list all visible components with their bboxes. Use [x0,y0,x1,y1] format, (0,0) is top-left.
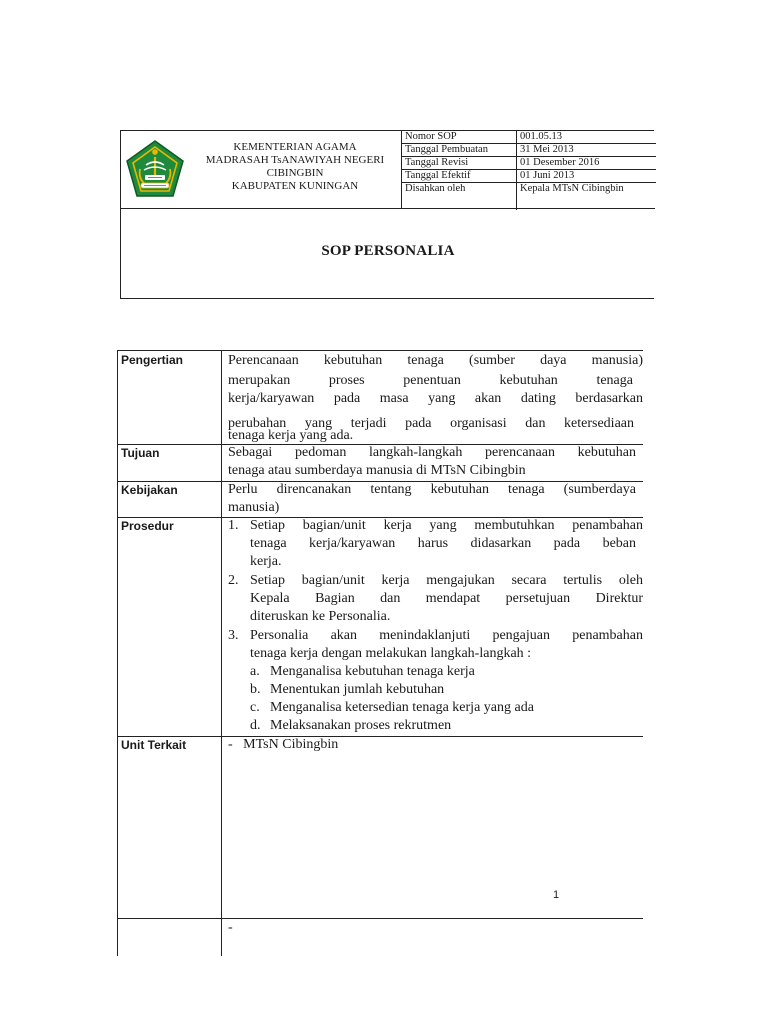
organization-name [189,141,401,193]
list-item-line: Personalia akan menindaklanjuti pengajuan penambahan [250,628,643,643]
table-border-top [117,350,643,351]
sub-list-item: Menentukan jumlah kebutuhan [270,682,445,697]
text-line: kerja/karyawan pada masa yang akan dating berdasarkan [228,391,643,406]
meta-label: Tanggal Revisi [405,157,469,168]
list-item-line: Setiap bagian/unit kerja mengajukan secara tertulis oleh [250,573,643,588]
row-label-unit-terkait: Unit Terkait [121,738,187,752]
column-divider [221,350,222,956]
meta-row-nomor [402,131,656,144]
text-line: Sebagai pedoman langkah-langkah perencanaan kebutuhan [228,445,636,460]
document-title: SOP PERSONALIA [321,243,455,259]
sub-list-mark: b. [250,682,261,697]
text-line: merupakan proses penentuan kebutuhan tenaga [228,373,633,388]
sub-list-item: Menganalisa kebutuhan tenaga kerja [270,664,475,679]
meta-label: Nomor SOP [405,131,457,142]
org-line-regency: KABUPATEN KUNINGAN [231,180,359,192]
list-number: 1. [228,518,239,533]
sub-list-mark: c. [250,700,260,715]
text-line: Perencanaan kebutuhan tenaga (sumber daya manusia) [228,353,643,368]
text-line: perubahan yang terjadi pada organisasi dan ketersediaan [228,416,634,431]
sub-list-item: Menganalisa ketersedian tenaga kerja yang ada [270,700,534,715]
meta-row-pembuatan [402,144,656,157]
meta-label: Tanggal Efektif [405,170,471,181]
list-item-line: Kepala Bagian dan mendapat persetujuan Direktur [250,591,643,606]
sop-header-box [120,130,654,299]
header-top-row [121,131,655,209]
list-number: 3. [228,628,239,643]
row-label-tujuan: Tujuan [121,446,160,460]
org-line-madrasah: MADRASAH TsANAWIYAH NEGERI [205,154,385,166]
list-item-line: kerja. [250,554,282,569]
table-border-left [117,350,118,956]
row-divider [117,736,643,737]
sub-list-mark: a. [250,664,260,679]
meta-label: Disahkan oleh [405,183,466,194]
kemenag-logo-icon [124,139,186,201]
text-line: Perlu direncanakan tentang kebutuhan tenaga (sumberdaya [228,482,636,497]
org-line-ministry: KEMENTERIAN AGAMA [233,141,357,153]
row-label-prosedur: Prosedur [121,519,174,533]
meta-value: 31 Mei 2013 [516,144,574,156]
meta-label: Tanggal Pembuatan [405,144,488,155]
org-line-location: CIBINGBIN [266,167,324,179]
list-number: 2. [228,573,239,588]
row-label-pengertian: Pengertian [121,353,184,367]
list-item-line: tenaga kerja/karyawan harus didasarkan pada beban [250,536,636,551]
meta-row-efektif [402,170,656,183]
list-item-line: diteruskan ke Personalia. [250,609,391,624]
meta-value: 01 Juni 2013 [516,170,574,182]
meta-value: 01 Desember 2016 [516,157,599,169]
meta-value: Kepala MTsN Cibingbin [516,183,624,210]
sop-metadata-table [401,131,655,209]
list-item-line: tenaga kerja dengan melakukan langkah-langkah : [250,646,532,661]
sub-list-mark: d. [250,718,261,733]
list-item: - MTsN Cibingbin [228,737,339,752]
list-item: - [228,920,233,935]
meta-row-revisi [402,157,656,170]
meta-row-disahkan [402,183,656,210]
list-item-line: Setiap bagian/unit kerja yang membutuhkan penambahan [250,518,643,533]
prosedur-content [228,517,643,735]
text-line: tenaga atau sumberdaya manusia di MTsN Cibingbin [228,463,526,478]
row-label-kebijakan: Kebijakan [121,483,178,497]
sub-list-item: Melaksanakan proses rekrutmen [270,718,452,733]
row-divider [117,918,643,919]
page-number: 1 [553,889,560,901]
text-line: manusia) [228,500,280,515]
meta-value: 001.05.13 [516,131,562,143]
text-line: tenaga kerja yang ada. [228,428,354,443]
